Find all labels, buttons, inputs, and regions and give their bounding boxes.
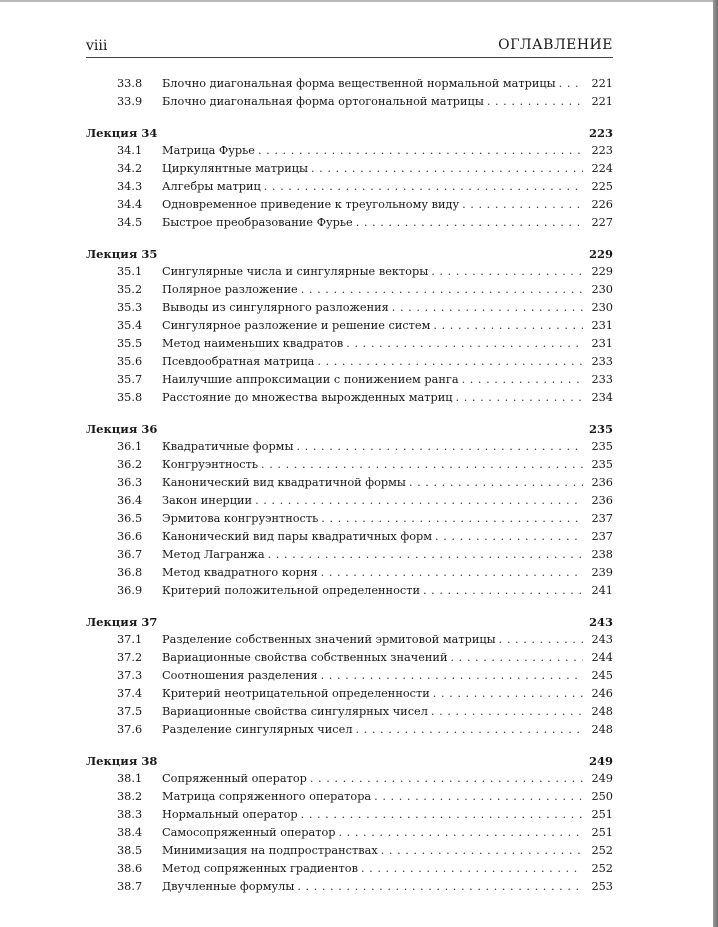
dot-leader — [308, 160, 583, 178]
entry-title: Закон инерции — [162, 494, 253, 507]
entry-body — [162, 196, 613, 214]
dot-leader — [428, 703, 583, 721]
entry-page-number: 251 — [591, 826, 613, 839]
entry-page-number: 233 — [591, 355, 613, 368]
entry-page-number: 225 — [591, 180, 613, 193]
header-title: ОГЛАВЛЕНИЕ — [498, 37, 613, 53]
entry-title: Минимизация на подпространствах — [162, 844, 378, 857]
toc-entry[interactable] — [86, 510, 613, 528]
entry-body — [162, 474, 613, 492]
entry-title: Блочно диагональная форма ортогональной матрицы — [162, 95, 484, 108]
entry-body — [162, 806, 613, 824]
entry-page-number: 253 — [591, 880, 613, 893]
entry-page-number: 224 — [591, 162, 613, 175]
entry-number: 38.5 — [117, 844, 143, 857]
entry-body — [162, 299, 613, 317]
dot-leader — [371, 788, 583, 806]
entry-body — [162, 878, 613, 896]
toc-entry[interactable] — [86, 685, 613, 703]
entry-body — [162, 721, 613, 739]
entry-number: 34.5 — [117, 216, 143, 229]
toc-entry[interactable] — [86, 299, 613, 317]
entry-page-number: 249 — [591, 772, 613, 785]
entry-body — [162, 842, 613, 860]
entry-number: 33.8 — [117, 77, 143, 90]
toc-entry[interactable] — [86, 281, 613, 299]
entry-body — [162, 631, 613, 649]
entry-title: Наилучшие аппроксимации с понижением ранга — [162, 373, 459, 386]
entry-number: 36.8 — [117, 566, 143, 579]
toc-entry[interactable] — [86, 546, 613, 564]
lecture-heading[interactable] — [86, 752, 613, 770]
lecture-page-number: 235 — [588, 422, 613, 436]
dot-leader — [420, 582, 583, 600]
entry-title: Матрица сопряженного оператора — [162, 790, 372, 803]
entry-title: Сингулярные числа и сингулярные векторы — [162, 265, 429, 278]
dot-leader — [358, 860, 583, 878]
entry-number: 36.3 — [117, 476, 143, 489]
entry-number: 35.5 — [117, 337, 143, 350]
entry-number: 35.7 — [117, 373, 143, 386]
toc-section — [86, 245, 613, 407]
entry-body — [162, 317, 613, 335]
toc-entry[interactable] — [86, 806, 613, 824]
toc-entry[interactable] — [86, 263, 613, 281]
entry-page-number: 248 — [591, 723, 613, 736]
entry-number: 37.5 — [117, 705, 143, 718]
entry-number: 38.6 — [117, 862, 143, 875]
toc-entry[interactable] — [86, 474, 613, 492]
dot-leader — [318, 510, 583, 528]
entry-page-number: 250 — [591, 790, 613, 803]
entry-number: 36.2 — [117, 458, 143, 471]
entry-body — [162, 371, 613, 389]
entry-body — [162, 770, 613, 788]
dot-leader — [343, 335, 583, 353]
dot-leader — [258, 456, 583, 474]
toc-entry[interactable] — [86, 492, 613, 510]
entry-page-number: 230 — [591, 301, 613, 314]
entry-body — [162, 142, 613, 160]
toc-entry[interactable] — [86, 75, 613, 93]
toc-entry[interactable] — [86, 667, 613, 685]
entry-body — [162, 528, 613, 546]
entry-number: 36.9 — [117, 584, 143, 597]
toc-entry[interactable] — [86, 721, 613, 739]
entry-body — [162, 510, 613, 528]
lecture-label: Лекция 37 — [86, 615, 158, 629]
entry-number: 35.1 — [117, 265, 143, 278]
lecture-label: Лекция 36 — [86, 422, 158, 436]
entry-title: Метод квадратного корня — [162, 566, 318, 579]
dot-leader — [459, 196, 583, 214]
entry-page-number: 237 — [591, 512, 613, 525]
entry-body — [162, 582, 613, 600]
entry-title: Алгебры матриц — [162, 180, 261, 193]
lecture-label: Лекция 38 — [86, 754, 158, 768]
entry-page-number: 235 — [591, 440, 613, 453]
lecture-page-number: 249 — [588, 754, 613, 768]
entry-page-number: 241 — [591, 584, 613, 597]
toc-entry[interactable] — [86, 860, 613, 878]
lecture-heading[interactable] — [86, 124, 613, 142]
toc-entry[interactable] — [86, 564, 613, 582]
dot-leader — [453, 389, 583, 407]
entry-title: Канонический вид квадратичной формы — [162, 476, 406, 489]
entry-title: Самосопряженный оператор — [162, 826, 336, 839]
dot-leader — [298, 806, 583, 824]
dot-leader — [428, 263, 583, 281]
toc-entry[interactable] — [86, 335, 613, 353]
entry-page-number: 239 — [591, 566, 613, 579]
entry-page-number: 252 — [591, 862, 613, 875]
entry-number: 34.2 — [117, 162, 143, 175]
entry-title: Блочно диагональная форма вещественной нормальной матрицы — [162, 77, 556, 90]
entry-number: 38.1 — [117, 772, 143, 785]
dot-leader — [556, 75, 583, 93]
entry-number: 35.6 — [117, 355, 143, 368]
entry-title: Соотношения разделения — [162, 669, 318, 682]
lecture-page-number: 243 — [588, 615, 613, 629]
lecture-label: Лекция 34 — [86, 126, 158, 140]
entry-page-number: 244 — [591, 651, 613, 664]
toc-entry[interactable] — [86, 438, 613, 456]
entry-body — [162, 160, 613, 178]
entry-page-number: 235 — [591, 458, 613, 471]
entry-body — [162, 353, 613, 371]
entry-page-number: 233 — [591, 373, 613, 386]
entry-title: Псевдообратная матрица — [162, 355, 315, 368]
entry-body — [162, 860, 613, 878]
toc-entry[interactable] — [86, 93, 613, 111]
dot-leader — [307, 770, 583, 788]
entry-number: 37.2 — [117, 651, 143, 664]
entry-page-number: 221 — [591, 95, 613, 108]
lecture-heading[interactable] — [86, 245, 613, 263]
toc-section — [86, 124, 613, 232]
dot-leader — [447, 649, 583, 667]
toc-section — [86, 752, 613, 896]
entry-title: Двучленные формулы — [162, 880, 295, 893]
dot-leader — [318, 564, 583, 582]
dot-leader — [255, 142, 583, 160]
entry-page-number: 243 — [591, 633, 613, 646]
dot-leader — [252, 492, 583, 510]
entry-body — [162, 492, 613, 510]
toc-section — [86, 420, 613, 600]
page-top-edge — [0, 0, 718, 2]
entry-page-number: 223 — [591, 144, 613, 157]
entry-title: Канонический вид пары квадратичных форм — [162, 530, 433, 543]
dot-leader — [293, 438, 583, 456]
entry-number: 34.1 — [117, 144, 143, 157]
entry-title: Матрица Фурье — [162, 144, 255, 157]
entry-title: Одновременное приведение к треугольному виду — [162, 198, 460, 211]
entry-number: 34.3 — [117, 180, 143, 193]
lecture-heading[interactable] — [86, 613, 613, 631]
table-of-contents — [86, 75, 613, 896]
entry-body — [162, 546, 613, 564]
toc-entry[interactable] — [86, 214, 613, 232]
entry-body — [162, 335, 613, 353]
entry-page-number: 230 — [591, 283, 613, 296]
entry-number: 33.9 — [117, 95, 143, 108]
entry-number: 35.3 — [117, 301, 143, 314]
toc-entry[interactable] — [86, 528, 613, 546]
dot-leader — [459, 371, 583, 389]
toc-entry[interactable] — [86, 770, 613, 788]
entry-number: 36.1 — [117, 440, 143, 453]
dot-leader — [298, 281, 583, 299]
lecture-page-number: 229 — [588, 247, 613, 261]
entry-page-number: 237 — [591, 530, 613, 543]
dot-leader — [314, 353, 583, 371]
dot-leader — [353, 721, 584, 739]
entry-page-number: 252 — [591, 844, 613, 857]
toc-entry[interactable] — [86, 649, 613, 667]
page-right-edge — [713, 0, 718, 927]
entry-title: Метод Лагранжа — [162, 548, 265, 561]
toc-entry[interactable] — [86, 878, 613, 896]
entry-title: Метод наименьших квадратов — [162, 337, 344, 350]
entry-page-number: 229 — [591, 265, 613, 278]
entry-number: 38.2 — [117, 790, 143, 803]
entry-body — [162, 667, 613, 685]
toc-entry[interactable] — [86, 160, 613, 178]
entry-body — [162, 703, 613, 721]
entry-title: Конгруэнтность — [162, 458, 259, 471]
lecture-label: Лекция 35 — [86, 247, 158, 261]
dot-leader — [430, 685, 583, 703]
entry-body — [162, 389, 613, 407]
entry-title: Метод сопряженных градиентов — [162, 862, 358, 875]
toc-entry[interactable] — [86, 353, 613, 371]
toc-entry[interactable] — [86, 389, 613, 407]
entry-body — [162, 214, 613, 232]
entry-number: 36.7 — [117, 548, 143, 561]
entry-title: Разделение собственных значений эрмитовой матрицы — [162, 633, 496, 646]
dot-leader — [484, 93, 583, 111]
entry-body — [162, 281, 613, 299]
entry-number: 35.2 — [117, 283, 143, 296]
entry-page-number: 236 — [591, 476, 613, 489]
entry-body — [162, 649, 613, 667]
entry-body — [162, 564, 613, 582]
entry-page-number: 251 — [591, 808, 613, 821]
entry-number: 37.4 — [117, 687, 143, 700]
toc-entry[interactable] — [86, 196, 613, 214]
dot-leader — [406, 474, 583, 492]
entry-title: Критерий положительной определенности — [162, 584, 420, 597]
lecture-page-number: 223 — [588, 126, 613, 140]
dot-leader — [294, 878, 583, 896]
toc-entry[interactable] — [86, 788, 613, 806]
entry-title: Вариационные свойства сингулярных чисел — [162, 705, 428, 718]
entry-page-number: 231 — [591, 337, 613, 350]
toc-entry[interactable] — [86, 178, 613, 196]
entry-title: Критерий неотрицательной определенности — [162, 687, 430, 700]
entry-body — [162, 438, 613, 456]
entry-number: 34.4 — [117, 198, 143, 211]
entry-title: Циркулянтные матрицы — [162, 162, 308, 175]
entry-number: 35.8 — [117, 391, 143, 404]
entry-title: Квадратичные формы — [162, 440, 294, 453]
entry-number: 37.3 — [117, 669, 143, 682]
toc-entry[interactable] — [86, 142, 613, 160]
entry-body — [162, 93, 613, 111]
toc-entry[interactable] — [86, 842, 613, 860]
toc-entry[interactable] — [86, 371, 613, 389]
dot-leader — [496, 631, 583, 649]
toc-entry[interactable] — [86, 582, 613, 600]
dot-leader — [265, 546, 583, 564]
entry-page-number: 226 — [591, 198, 613, 211]
entry-number: 37.6 — [117, 723, 143, 736]
entry-body — [162, 263, 613, 281]
entry-number: 38.7 — [117, 880, 143, 893]
entry-body — [162, 824, 613, 842]
entry-page-number: 231 — [591, 319, 613, 332]
dot-leader — [353, 214, 583, 232]
toc-section — [86, 75, 613, 111]
entry-number: 36.4 — [117, 494, 143, 507]
entry-number: 36.5 — [117, 512, 143, 525]
entry-page-number: 227 — [591, 216, 613, 229]
entry-body — [162, 456, 613, 474]
toc-section — [86, 613, 613, 739]
entry-title: Вариационные свойства собственных значений — [162, 651, 448, 664]
dot-leader — [389, 299, 583, 317]
header-page-number: viii — [86, 38, 108, 54]
toc-entry[interactable] — [86, 631, 613, 649]
entry-page-number: 234 — [591, 391, 613, 404]
entry-body — [162, 178, 613, 196]
dot-leader — [432, 528, 583, 546]
entry-body — [162, 788, 613, 806]
running-header — [86, 37, 613, 58]
entry-title: Эрмитова конгруэнтность — [162, 512, 319, 525]
entry-body — [162, 75, 613, 93]
entry-number: 35.4 — [117, 319, 143, 332]
entry-title: Выводы из сингулярного разложения — [162, 301, 389, 314]
entry-number: 37.1 — [117, 633, 143, 646]
entry-number: 38.3 — [117, 808, 143, 821]
entry-number: 38.4 — [117, 826, 143, 839]
entry-page-number: 245 — [591, 669, 613, 682]
entry-title: Быстрое преобразование Фурье — [162, 216, 353, 229]
toc-entry[interactable] — [86, 703, 613, 721]
entry-title: Сопряженный оператор — [162, 772, 307, 785]
entry-page-number: 238 — [591, 548, 613, 561]
entry-title: Сингулярное разложение и решение систем — [162, 319, 431, 332]
dot-leader — [378, 842, 583, 860]
lecture-heading[interactable] — [86, 420, 613, 438]
dot-leader — [336, 824, 584, 842]
dot-leader — [318, 667, 583, 685]
entry-page-number: 236 — [591, 494, 613, 507]
entry-page-number: 248 — [591, 705, 613, 718]
entry-page-number: 246 — [591, 687, 613, 700]
toc-entry[interactable] — [86, 824, 613, 842]
entry-title: Полярное разложение — [162, 283, 298, 296]
toc-entry[interactable] — [86, 317, 613, 335]
entry-number: 36.6 — [117, 530, 143, 543]
entry-title: Нормальный оператор — [162, 808, 298, 821]
dot-leader — [430, 317, 583, 335]
toc-entry[interactable] — [86, 456, 613, 474]
entry-title: Расстояние до множества вырожденных матриц — [162, 391, 453, 404]
entry-title: Разделение сингулярных чисел — [162, 723, 353, 736]
dot-leader — [261, 178, 583, 196]
entry-body — [162, 685, 613, 703]
entry-page-number: 221 — [591, 77, 613, 90]
